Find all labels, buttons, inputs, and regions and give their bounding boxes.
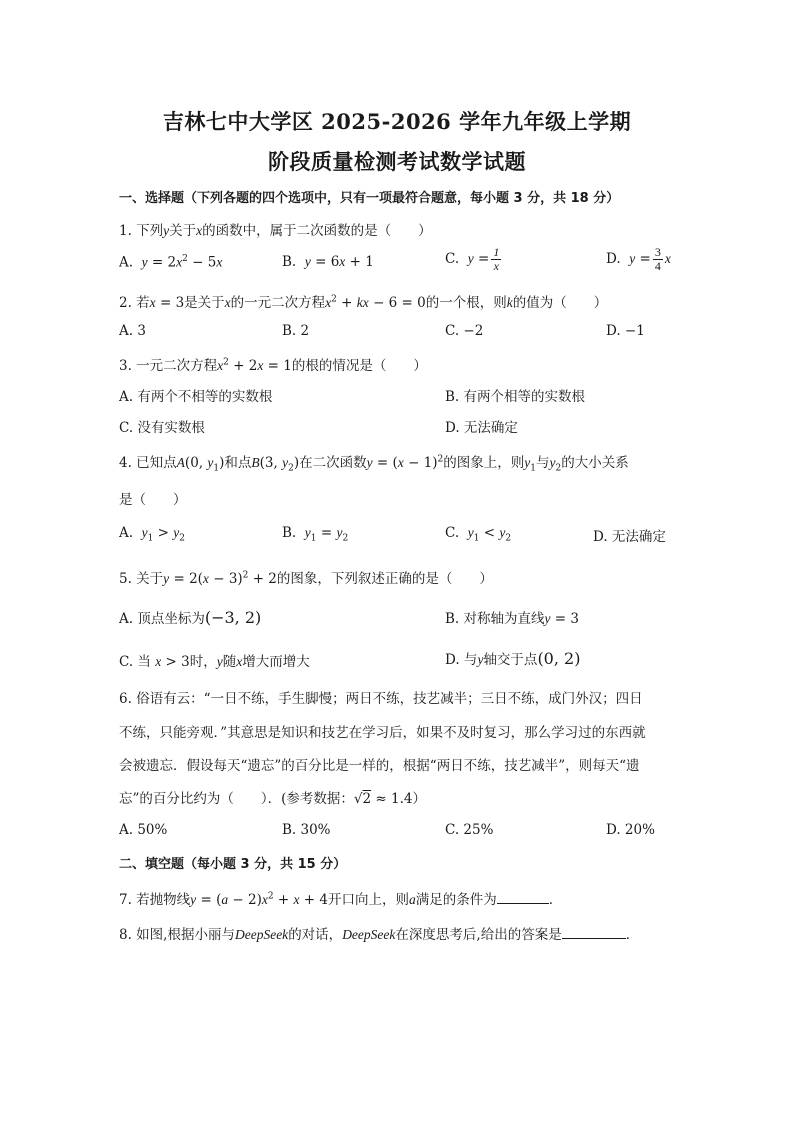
- question-3-option-b: B. 有两个相等的实数根: [445, 389, 586, 405]
- question-6-stem-line2: 不练，只能旁观．”其意思是知识和技艺在学习后，如果不及时复习，那么学习过的东西就: [119, 725, 646, 741]
- question-3-option-c: C. 没有实数根: [119, 420, 205, 436]
- question-5-option-b: B. 对称轴为直线y = 3: [445, 611, 579, 627]
- question-4-stem-line2: 是（ ）: [119, 492, 187, 508]
- question-6-stem-line4: 忘”的百分比约为（ ）．(参考数据：√2 ≈ 1.4）: [119, 791, 426, 807]
- question-5-option-d: D. 与y轴交于点(0, 2): [445, 649, 581, 668]
- question-1-stem: 1. 下列y关于x的函数中，属于二次函数的是（ ）: [119, 223, 432, 239]
- question-4-option-b: B. $y_1 = y_2$: [282, 525, 349, 544]
- question-2-stem: 2. 若x = 3是关于x的一元二次方程$x^2$ + kx − 6 = 0的一个根，则k的值为（ ）: [119, 294, 608, 311]
- question-2-option-d: D. −1: [606, 323, 645, 339]
- question-2-option-a: A. 3: [119, 323, 146, 339]
- question-6-stem-line1: 6. 俗语有云：“一日不练，手生脚慢；两日不练，技艺减半；三日不练，成门外汉；四日: [119, 691, 643, 707]
- question-4-option-d: D. 无法确定: [593, 529, 666, 545]
- section-choice-heading: 一、选择题（下列各题的四个选项中，只有一项最符合题意，每小题 3 分，共 18 分）: [119, 191, 620, 206]
- question-4-stem-line1: 4. 已知点A(0, $y_1$)和点B(3, $y_2$)在二次函数$y = (x - 1)^2$的图象上，则$y_1$与$y_2$的大小关系: [119, 454, 629, 474]
- question-7-answer-blank[interactable]: [497, 891, 549, 904]
- question-5-option-c: C. 当 x > 3时，y随x增大而增大: [119, 654, 310, 670]
- question-6-option-d: D. 20%: [606, 822, 655, 838]
- question-7-stem: 7. 若抛物线$y = (a - 2)x^2 + x + 4$开口向上，则a满足的条件为 ．: [119, 891, 563, 908]
- exam-title-line1: 吉林七中大学区 2025-2026 学年九年级上学期: [162, 109, 632, 134]
- question-3-option-d: D. 无法确定: [445, 420, 518, 436]
- question-2-option-c: C. −2: [445, 323, 484, 339]
- question-6-stem-line3: 会被遗忘．假设每天“遗忘”的百分比是一样的，根据“两日不练，技艺减半”，则每天“遗: [119, 758, 640, 774]
- question-3-stem: 3. 一元二次方程$x^2 + 2x = 1$的根的情况是（ ）: [119, 357, 427, 374]
- question-8-answer-blank[interactable]: [562, 926, 626, 939]
- question-6-option-c: C. 25%: [445, 822, 494, 838]
- question-1-option-c: C. y = $\frac{1}{x}$: [445, 245, 500, 273]
- question-4-option-a: A. $y_1 > y_2$: [119, 525, 185, 544]
- exam-title-line2: 阶段质量检测考试数学试题: [268, 149, 526, 174]
- section-fill-blank-heading: 二、填空题（每小题 3 分，共 15 分）: [119, 857, 347, 872]
- question-5-option-a: A. 顶点坐标为(−3, 2): [119, 608, 262, 627]
- question-3-option-a: A. 有两个不相等的实数根: [119, 389, 273, 405]
- question-4-option-c: C. $y_1 < y_2$: [445, 525, 512, 544]
- question-6-option-a: A. 50%: [119, 822, 168, 838]
- question-2-option-b: B. 2: [282, 323, 310, 339]
- question-1-option-a: A. $y = 2x^2 - 5x$: [119, 254, 223, 271]
- question-6-option-b: B. 30%: [282, 822, 331, 838]
- question-1-option-d: D. y = $\frac{3}{4}$ x: [606, 245, 671, 273]
- question-8-stem: 8. 如图,根据小丽与DeepSeek的对话，DeepSeek在深度思考后,给出的答案是 ．: [119, 927, 640, 943]
- question-5-stem: 5. 关于$y = 2(x - 3)^2 + 2$的图象，下列叙述正确的是（ ）: [119, 570, 493, 587]
- question-1-option-b: B. y = 6x + 1: [282, 254, 374, 270]
